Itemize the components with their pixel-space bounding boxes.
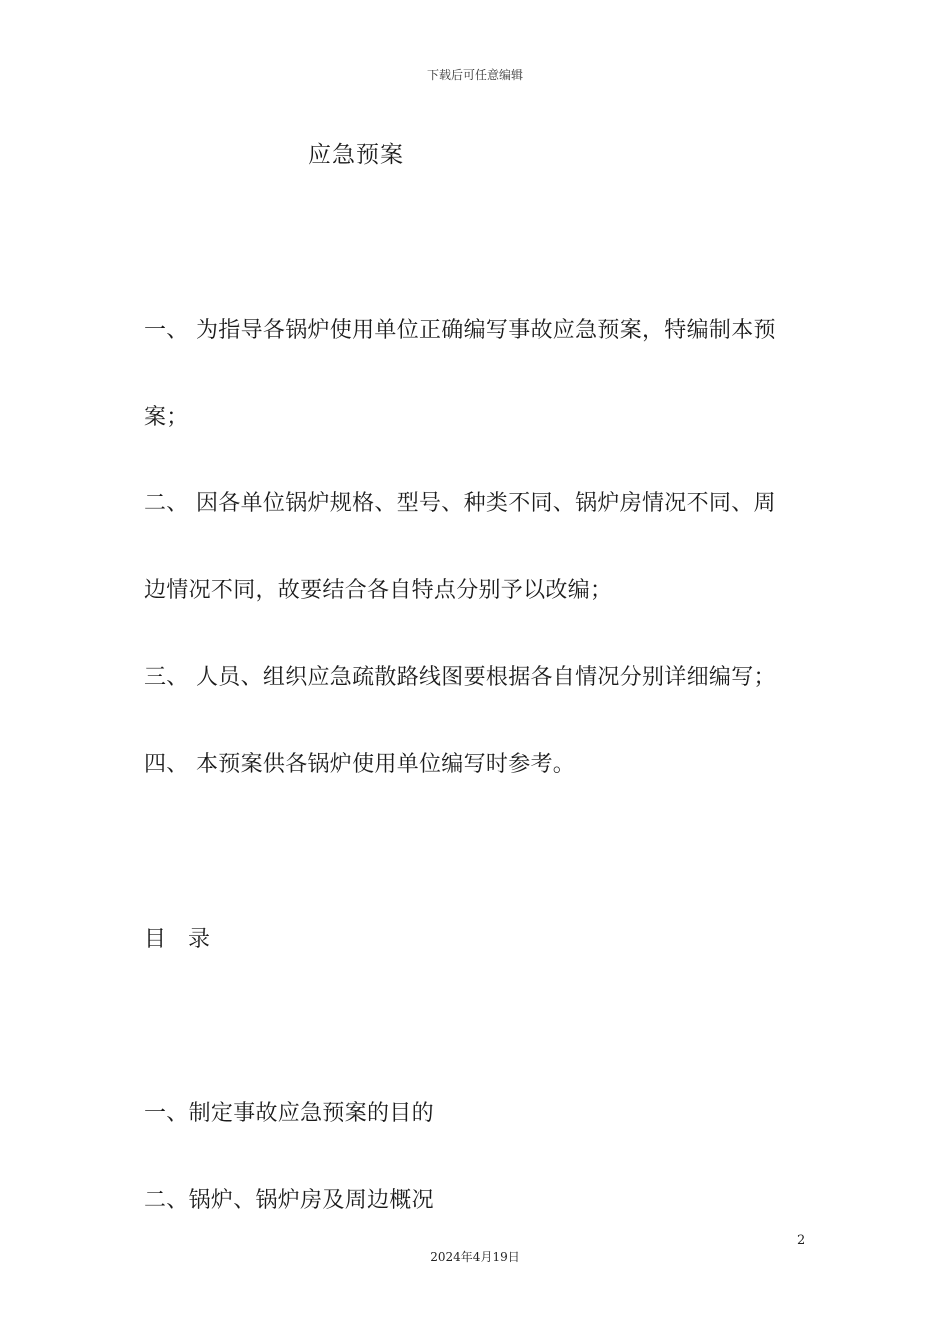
document-title: 应急预案 <box>308 142 404 168</box>
paragraph-3-text: 人员、组织应急疏散路线图要根据各自情况分别详细编写； <box>196 665 776 690</box>
paragraph-1-text: 为指导各锅炉使用单位正确编写事故应急预案，特编制本预 <box>196 318 776 343</box>
paragraph-1-line-1 <box>144 313 808 344</box>
paragraph-2-text: 因各单位锅炉规格、型号、种类不同、锅炉房情况不同、周 <box>196 491 776 516</box>
paragraph-1-line-2: 案； <box>144 405 189 430</box>
toc-title-char-2: 录 <box>188 927 211 952</box>
toc-title <box>144 922 210 953</box>
toc-title-char-1: 目 <box>144 927 167 952</box>
paragraph-2-line-2: 边情况不同，故要结合各自特点分别予以改编； <box>144 578 613 603</box>
paragraph-1-number: 一、 <box>144 318 189 343</box>
paragraph-4-text: 本预案供各锅炉使用单位编写时参考。 <box>196 752 576 777</box>
paragraph-2-number: 二、 <box>144 491 189 516</box>
paragraph-4-number: 四、 <box>144 752 189 777</box>
footer-date: 2024年4月19日 <box>430 1250 520 1264</box>
paragraph-3-number: 三、 <box>144 665 189 690</box>
page-number: 2 <box>797 1233 806 1248</box>
paragraph-2-line-1 <box>144 486 808 517</box>
toc-item-1[interactable]: 一、制定事故应急预案的目的 <box>144 1101 434 1126</box>
paragraph-4-line-1 <box>144 747 808 778</box>
paragraph-3-line-1 <box>144 660 808 691</box>
header-note: 下载后可任意编辑 <box>426 68 523 82</box>
toc-item-2[interactable]: 二、锅炉、锅炉房及周边概况 <box>144 1188 434 1213</box>
